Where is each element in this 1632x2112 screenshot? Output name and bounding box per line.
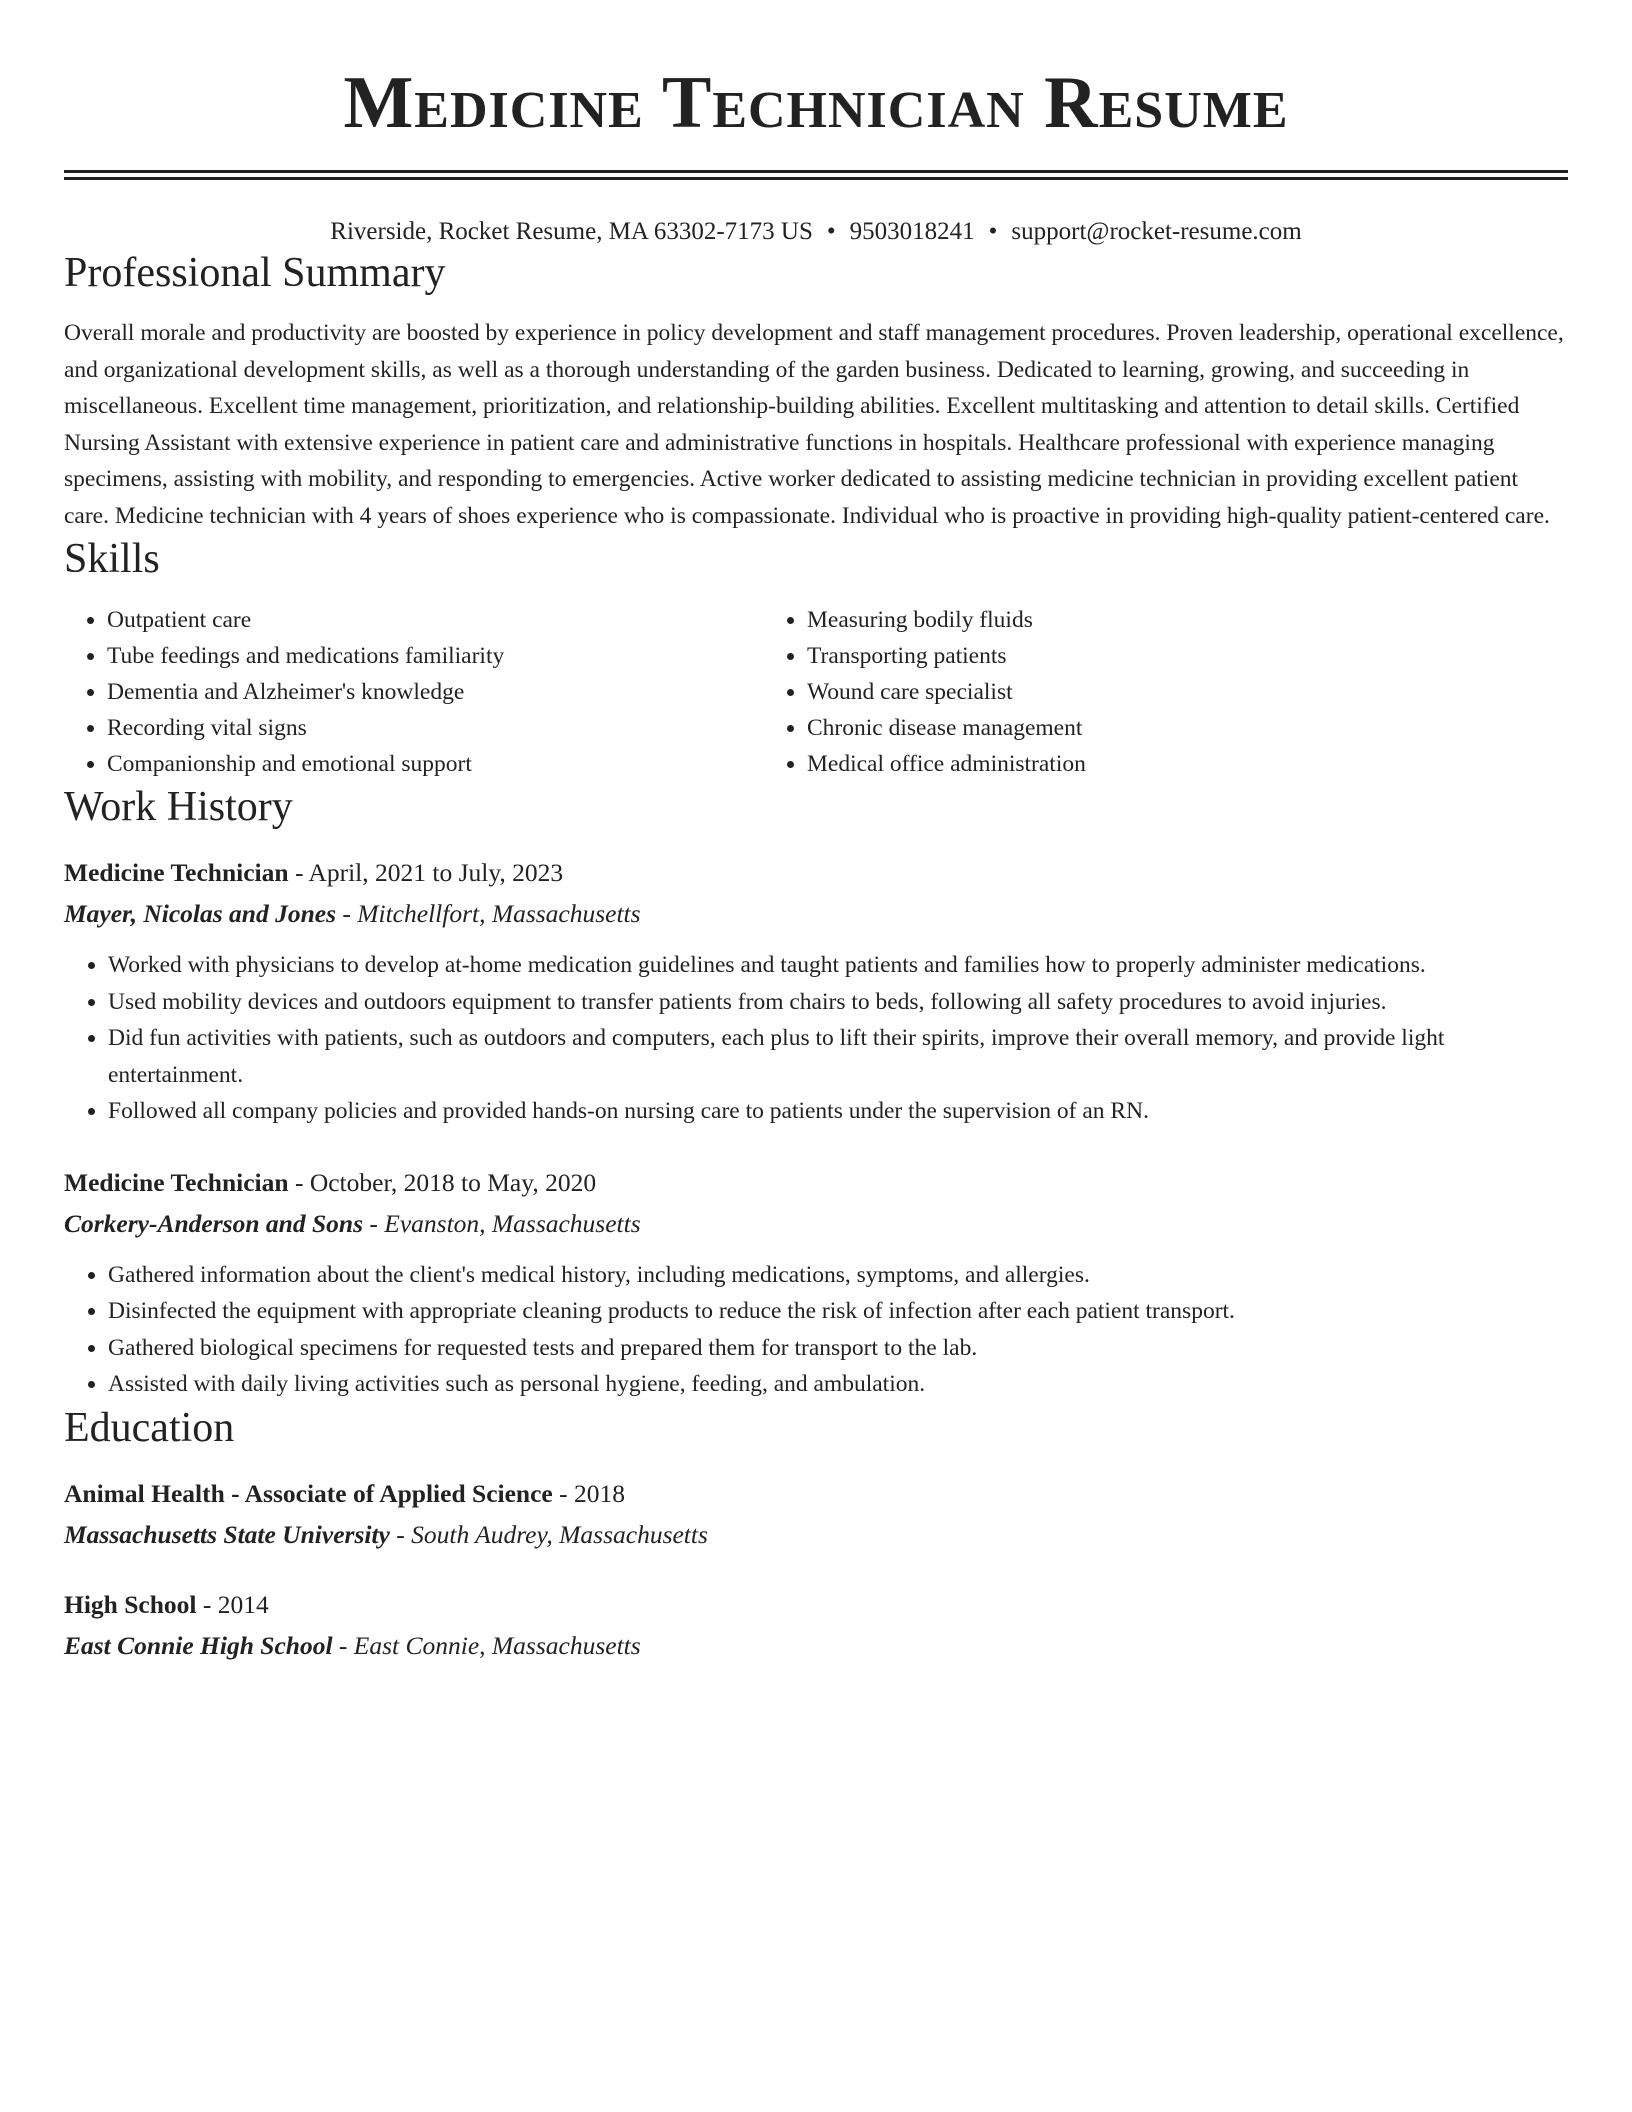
job-duties (64, 947, 1568, 1130)
education-degree-line: Animal Health - Associate of Applied Science - 2018 (64, 1478, 625, 1508)
job-entry (64, 854, 1568, 1130)
job-role: Medicine Technician (64, 1167, 289, 1197)
education-degree-line: High School - 2014 (64, 1589, 269, 1619)
education-year: 2018 (573, 1478, 625, 1508)
job-title-line: Medicine Technician - April, 2021 to July, 2023 (64, 858, 564, 887)
skill-item: • Measuring bodily fluids (807, 602, 1462, 638)
education-degree: High School (64, 1589, 197, 1619)
summary-heading: Professional Summary (64, 250, 446, 296)
education-school-line: East Connie High School - East Connie, Massachusetts (64, 1630, 641, 1660)
contact-separator: • (826, 218, 836, 245)
job-title-line: Medicine Technician - October, 2018 to May, 2020 (64, 1167, 597, 1197)
contact-line (64, 216, 1568, 248)
job-dates: April, 2021 to July, 2023 (308, 858, 564, 887)
education-school: Massachusetts State University (64, 1519, 390, 1549)
job-entry (64, 1164, 1568, 1403)
job-duty-item: • Disinfected the equipment with appropriate cleaning products to reduce the risk of infection after each patient transport. (108, 1293, 1568, 1330)
education-location: South Audrey, Massachusetts (411, 1519, 708, 1549)
education-school: East Connie High School (64, 1630, 333, 1660)
contact-separator: • (988, 218, 998, 245)
job-company-line: Corkery-Anderson and Sons - Evanston, Massachusetts (64, 1208, 641, 1238)
skills-heading: Skills (64, 536, 160, 582)
resume-title: Medicine Technician Resume (343, 62, 1289, 144)
job-duty-item: • Did fun activities with patients, such as outdoors and computers, each plus to lift their spirits, improve their overall memory, and provide light entertainment. (108, 1020, 1568, 1093)
skill-item: • Tube feedings and medications familiarity (107, 638, 763, 674)
summary-text: Overall morale and productivity are boosted by experience in policy development and staff management procedures. Proven leadership, operational excellence, and organizational development skills, as well as a thorough understanding of the garden business. Dedicated to learning, growing, and succeeding in miscellaneous. Excellent time management, prioritization, and relationship-building abilities. Excellent multitasking and attention to detail skills. Certified Nursing Assistant with extensive experience in patient care and administrative functions in hospitals. Healthcare professional with experience managing specimens, assisting with mobility, and responding to emergencies. Active worker dedicated to assisting medicine technician in providing excellent patient care. Medicine technician with 4 years of shoes experience who is compassionate. Individual who is proactive in providing high-quality patient-centered care. (64, 320, 1564, 529)
job-company: Mayer, Nicolas and Jones (64, 899, 337, 928)
job-duties (64, 1257, 1568, 1403)
education-entry (64, 1586, 1568, 1665)
education-year: 2014 (217, 1589, 269, 1619)
education-heading: Education (64, 1404, 235, 1451)
job-company-line: Mayer, Nicolas and Jones - Mitchellfort, Massachusetts (64, 899, 641, 928)
skill-item: • Recording vital signs (107, 710, 763, 746)
job-duty-item: • Worked with physicians to develop at-home medication guidelines and taught patients and families how to properly administer medications. (108, 947, 1568, 984)
contact-email: support@rocket-resume.com (1011, 218, 1302, 245)
skill-item: • Companionship and emotional support (107, 746, 763, 782)
contact-address: Riverside, Rocket Resume, MA 63302-7173 US (330, 218, 813, 245)
job-duty-item: • Used mobility devices and outdoors equipment to transfer patients from chairs to beds, following all safety procedures to avoid injuries. (108, 984, 1568, 1021)
contact-phone: 9503018241 (849, 218, 975, 245)
skill-item: • Chronic disease management (807, 710, 1462, 746)
skills-column-right (763, 602, 1462, 782)
job-location: Mitchellfort, Massachusetts (357, 899, 641, 928)
job-location: Evanston, Massachusetts (384, 1208, 641, 1238)
skill-item: • Medical office administration (807, 746, 1462, 782)
job-duty-item: • Assisted with daily living activities such as personal hygiene, feeding, and ambulation. (108, 1366, 1568, 1403)
job-role: Medicine Technician (64, 858, 289, 887)
education-location: East Connie, Massachusetts (353, 1630, 641, 1660)
skill-item: • Dementia and Alzheimer's knowledge (107, 674, 763, 710)
education-degree: Animal Health - Associate of Applied Science (64, 1478, 553, 1508)
job-company: Corkery-Anderson and Sons (64, 1208, 363, 1238)
job-duty-item: • Followed all company policies and provided hands-on nursing care to patients under the supervision of an RN. (108, 1093, 1568, 1130)
education-school-line: Massachusetts State University - South Audrey, Massachusetts (64, 1519, 708, 1549)
skills-column-left (64, 602, 763, 782)
job-duty-item: • Gathered biological specimens for requested tests and prepared them for transport to the lab. (108, 1330, 1568, 1367)
job-duty-item: • Gathered information about the client's medical history, including medications, symptoms, and allergies. (108, 1257, 1568, 1294)
job-dates: October, 2018 to May, 2020 (309, 1167, 597, 1197)
skill-item: • Transporting patients (807, 638, 1462, 674)
skill-item: • Wound care specialist (807, 674, 1462, 710)
skills-list (64, 602, 1568, 782)
skill-item: • Outpatient care (107, 602, 763, 638)
title-double-rule (64, 170, 1568, 180)
education-entry (64, 1475, 1568, 1554)
work-history-heading: Work History (64, 784, 293, 830)
